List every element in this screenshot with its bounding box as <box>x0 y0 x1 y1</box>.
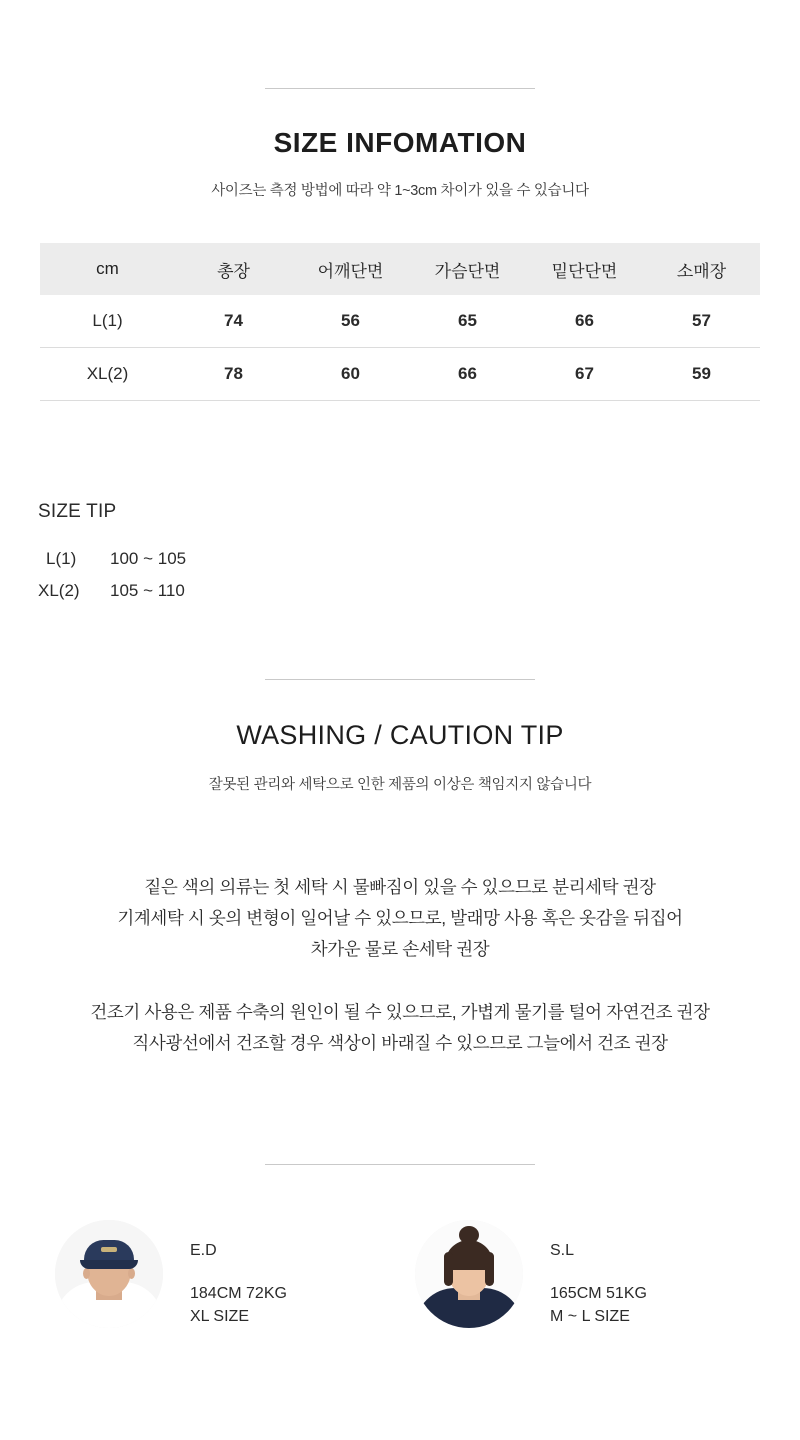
size-table-body <box>40 295 760 401</box>
table-cell-value: 67 <box>575 364 594 383</box>
list-item <box>38 549 800 569</box>
model-info <box>550 1220 647 1328</box>
list-item <box>38 581 800 601</box>
model-info-section <box>0 1164 800 1328</box>
table-header-cell-hem: 밑단단면 <box>551 261 618 281</box>
washing-paragraph-line: 건조기 사용은 제품 수축의 원인이 될 수 있으므로, 가볍게 물기를 털어 자연건조 권장 <box>90 1002 710 1022</box>
size-table-header <box>40 243 760 295</box>
size-tip-size-label: L(1) <box>46 549 77 568</box>
washing-paragraph-line: 직사광선에서 건조할 경우 색상이 바래질 수 있으므로 그늘에서 건조 권장 <box>132 1033 668 1053</box>
table-header-cell-chest: 가슴단면 <box>434 261 501 281</box>
divider-middle <box>265 679 535 680</box>
model-hair-bun <box>459 1226 479 1244</box>
size-tip-range: 100 ~ 105 <box>110 549 187 568</box>
table-header-cell-unit: cm <box>96 259 119 278</box>
table-cell-value: 66 <box>458 364 477 383</box>
washing-body <box>0 872 800 1059</box>
washing-caution-section <box>0 679 800 1059</box>
model-spec-line: M ~ L SIZE <box>550 1308 630 1325</box>
table-cell-size-label: XL(2) <box>86 364 129 383</box>
model-ear-right <box>128 1268 135 1279</box>
model-hair-right <box>485 1252 494 1286</box>
model-spec-line: 184CM 72KG <box>190 1285 287 1302</box>
model-spec-line: 165CM 51KG <box>550 1285 647 1302</box>
table-cell-value: 65 <box>458 311 477 330</box>
size-tip-section <box>38 501 800 601</box>
washing-subheading: 잘못된 관리와 세탁으로 인한 제품의 이상은 책임지지 않습니다 <box>208 777 592 793</box>
washing-paragraph-line: 짙은 색의 의류는 첫 세탁 시 물빠짐이 있을 수 있으므로 분리세탁 권장 <box>144 877 656 897</box>
model-name: E.D <box>190 1242 217 1259</box>
table-cell-value: 60 <box>341 364 360 383</box>
size-tip-range: 105 ~ 110 <box>110 581 185 600</box>
table-header-cell-shoulder: 어깨단면 <box>317 261 384 281</box>
washing-paragraph-line: 기계세탁 시 옷의 변형이 일어날 수 있으므로, 발래망 사용 혹은 옷감을 뒤집어 <box>117 908 683 928</box>
table-row <box>40 348 760 401</box>
table-cell-value: 78 <box>224 364 243 383</box>
table-cell-size-label: L(1) <box>92 311 123 330</box>
list-item <box>415 1220 775 1328</box>
size-tip-title: SIZE TIP <box>38 501 117 522</box>
table-header-row <box>40 243 760 295</box>
male-model-photo <box>55 1220 163 1328</box>
washing-heading: WASHING / CAUTION TIP <box>236 720 564 750</box>
size-information-section <box>0 0 800 401</box>
table-cell-value: 66 <box>575 311 594 330</box>
model-list <box>0 1220 800 1328</box>
table-cell-value: 56 <box>341 311 360 330</box>
cap-logo <box>101 1247 117 1252</box>
divider-top <box>265 88 535 89</box>
model-spec-line: XL SIZE <box>190 1308 249 1325</box>
model-ear-left <box>83 1268 90 1279</box>
size-tip-size-label: XL(2) <box>38 581 80 600</box>
table-cell-value: 74 <box>224 311 243 330</box>
size-information-subheading: 사이즈는 측정 방법에 따라 약 1~3cm 차이가 있을 수 있습니다 <box>211 183 589 199</box>
female-model-photo <box>415 1220 523 1328</box>
model-info <box>190 1220 287 1328</box>
washing-paragraph-line: 차가운 물로 손세탁 권장 <box>310 939 490 959</box>
model-hair-left <box>444 1252 453 1286</box>
size-table <box>40 243 760 401</box>
list-item <box>55 1220 415 1328</box>
table-header-cell-sleeve: 소매장 <box>676 261 727 281</box>
size-tip-list <box>38 549 800 601</box>
table-cell-value: 59 <box>692 364 711 383</box>
model-name: S.L <box>550 1242 575 1259</box>
size-information-heading: SIZE INFOMATION <box>273 127 527 158</box>
cap-brim <box>80 1260 138 1269</box>
divider-bottom <box>265 1164 535 1165</box>
table-header-cell-length: 총장 <box>217 261 250 281</box>
table-cell-value: 57 <box>692 311 711 330</box>
table-row <box>40 295 760 348</box>
